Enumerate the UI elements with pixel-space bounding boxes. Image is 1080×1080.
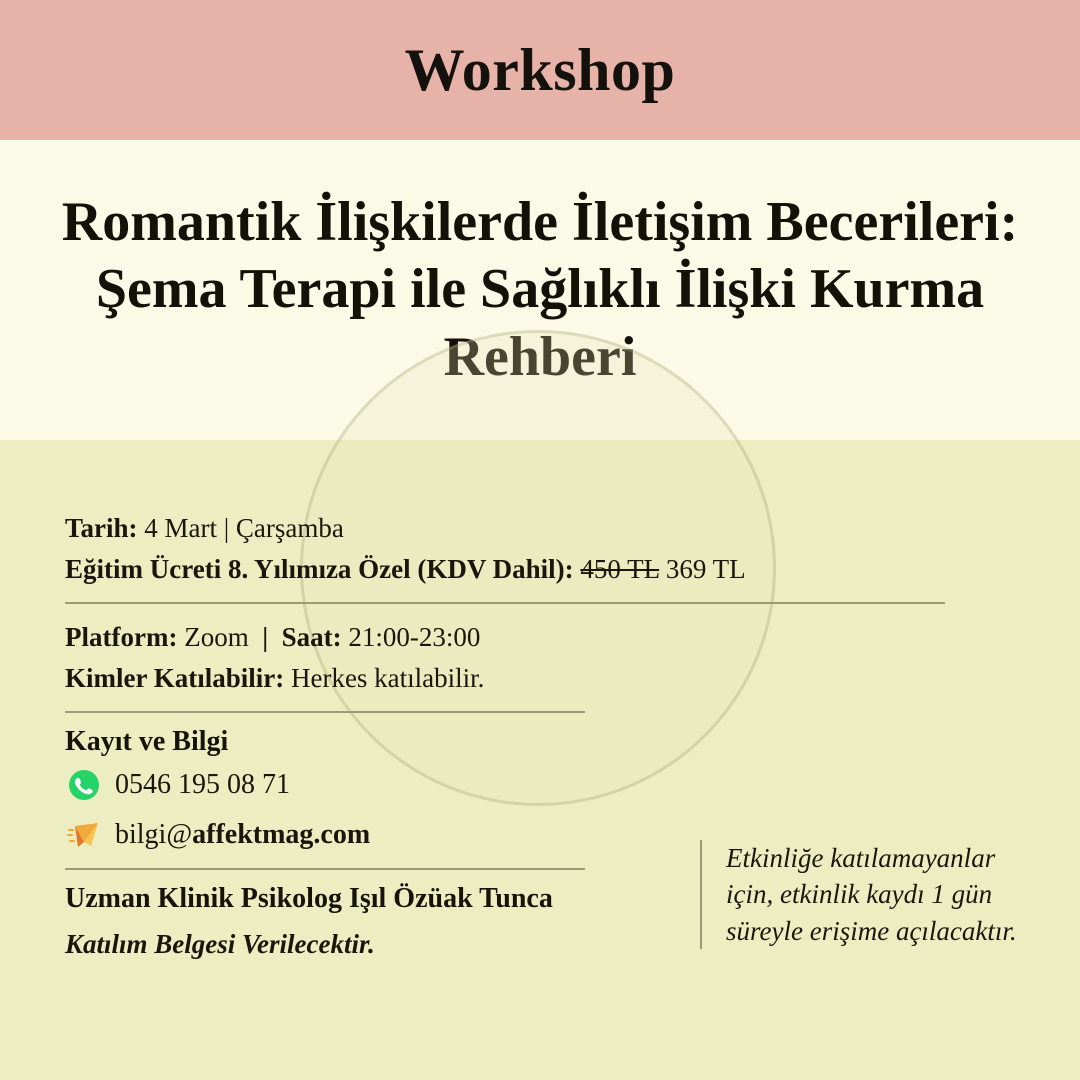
- audience-line: [65, 658, 945, 699]
- header-band: [0, 0, 1080, 140]
- body-area: [0, 440, 1080, 1080]
- date-line: [65, 508, 945, 549]
- detail-separator: |: [262, 622, 269, 652]
- divider-3: [65, 868, 585, 870]
- fee-line: [65, 549, 945, 590]
- header-title: Workshop: [404, 37, 676, 103]
- presenter-name: Uzman Klinik Psikolog Işıl Özüak Tunca: [65, 883, 553, 914]
- whatsapp-icon: [67, 768, 101, 802]
- email-domain: affektmag.com: [192, 819, 371, 850]
- platform-value: Zoom: [177, 622, 249, 652]
- phone-number: 0546 195 08 71: [115, 769, 290, 800]
- whatsapp-contact[interactable]: [67, 768, 945, 802]
- fee-label: Eğitim Ücreti 8. Yılımıza Özel (KDV Dahil):: [65, 553, 574, 584]
- audience-label: Kimler Katılabilir:: [65, 662, 285, 693]
- email-address: [115, 821, 370, 849]
- platform-line: [65, 617, 945, 658]
- certificate-note: Katılım Belgesi Verilecektir.: [65, 929, 375, 959]
- page-title: Romantik İlişkilerde İletişim Becerileri: Şema Terapi ile Sağlıklı İlişki Kurma Rehberi: [61, 191, 1019, 388]
- divider-1: [65, 602, 945, 604]
- audience-value: Herkes katılabilir.: [284, 662, 485, 693]
- date-label: Tarih:: [65, 513, 138, 543]
- date-value: 4 Mart | Çarşamba: [137, 513, 344, 543]
- divider-2: [65, 711, 585, 713]
- fee-new-price: 369 TL: [665, 553, 746, 584]
- time-label: Saat:: [281, 622, 342, 652]
- fee-old-price: 450 TL: [580, 553, 660, 584]
- email-user: bilgi@: [115, 819, 193, 850]
- registration-heading: Kayıt ve Bilgi: [65, 726, 229, 757]
- mail-send-icon: [67, 818, 101, 852]
- time-value: 21:00-23:00: [341, 622, 481, 652]
- platform-label: Platform:: [65, 622, 178, 652]
- recording-note: Etkinliğe katılamayanlar için, etkinlik kaydı 1 gün süreyle erişime açılacaktır.: [700, 840, 1046, 949]
